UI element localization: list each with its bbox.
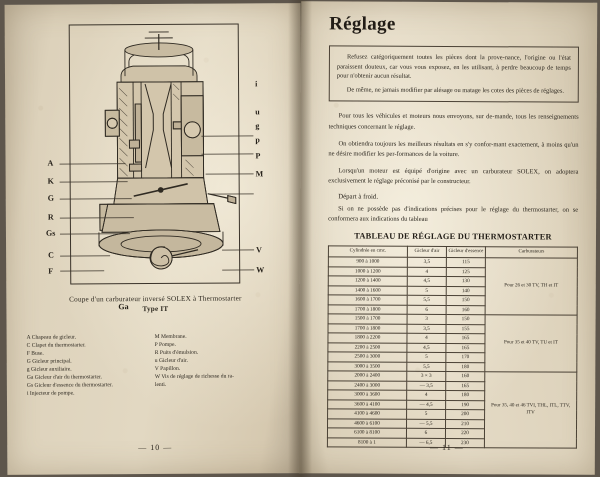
cell-fuel-jet: 115 bbox=[446, 258, 485, 268]
cell-air-jet: — 5,5 bbox=[407, 419, 446, 429]
legend-item: lenti. bbox=[154, 381, 167, 388]
legend-column-left bbox=[27, 334, 155, 398]
cell-displacement: 1000 à 1200 bbox=[328, 267, 407, 277]
legend-item: i Injecteur de pompe. bbox=[26, 390, 75, 397]
folio-right: — 11 — bbox=[430, 442, 464, 453]
body-paragraph: On obtiendra toujours les meilleurs résultats en s'y confor-mant exactement, à moins qu'un ne désire modifier les per-formances de la voiture. bbox=[328, 139, 579, 158]
cell-air-jet: 5,5 bbox=[407, 295, 446, 305]
cell-air-jet: 6 bbox=[407, 305, 446, 315]
th-air-jet: Gicleur d'air bbox=[407, 246, 446, 257]
cell-displacement: 1500 à 1700 bbox=[328, 314, 407, 324]
callout-V: V bbox=[256, 245, 262, 255]
callout-p: p bbox=[255, 135, 260, 145]
callout-Ga: Ga bbox=[118, 302, 129, 312]
callout-Gs: Gs bbox=[45, 228, 56, 238]
cell-displacement: 1700 à 1800 bbox=[328, 305, 407, 315]
cell-air-jet: 5 bbox=[407, 409, 446, 419]
legend-item: G Gicleur principal. bbox=[26, 358, 72, 365]
cell-fuel-jet: 210 bbox=[446, 419, 485, 429]
callout-g: g bbox=[255, 121, 260, 131]
callout-u: u bbox=[255, 107, 260, 117]
cell-air-jet: 3,5 bbox=[407, 257, 446, 267]
cell-fuel-jet: 170 bbox=[446, 353, 485, 363]
cell-displacement: 1200 à 1400 bbox=[328, 276, 407, 286]
cell-displacement: 3000 à 3600 bbox=[328, 390, 407, 400]
cell-fuel-jet: 125 bbox=[446, 267, 485, 277]
th-carburetors: Carburateurs bbox=[485, 247, 577, 259]
cell-air-jet: — 3,5 bbox=[407, 381, 446, 391]
cell-displacement: 1400 à 1600 bbox=[328, 286, 407, 296]
legend-item: Gs Gicleur d'essence du thermostarter. bbox=[26, 381, 113, 389]
sub-heading-cold-start: Départ à froid. bbox=[338, 193, 379, 201]
right-page-content bbox=[327, 13, 579, 448]
cell-displacement: 1600 à 1700 bbox=[328, 295, 407, 305]
cell-fuel-jet: 160 bbox=[446, 372, 485, 382]
callout-M: M bbox=[255, 169, 264, 179]
cell-fuel-jet: 140 bbox=[446, 286, 485, 296]
thermostarter-settings-table bbox=[327, 245, 578, 449]
cell-air-jet: 6 bbox=[406, 428, 445, 438]
cell-carburetors: Pour 35 et 40 TV, TU et IT bbox=[485, 315, 577, 372]
cell-air-jet: 4 bbox=[407, 390, 446, 400]
legend-item: C Clapet du thermostarter. bbox=[26, 342, 86, 349]
callout-W: W bbox=[256, 265, 265, 275]
legend-item: u Gicleur d'air. bbox=[154, 357, 188, 364]
cell-air-jet: — 6,5 bbox=[406, 438, 445, 448]
left-page bbox=[5, 3, 304, 475]
figure-caption-line2: Type IT bbox=[142, 304, 169, 314]
cell-fuel-jet: 220 bbox=[445, 429, 484, 439]
legend-column-right bbox=[155, 333, 283, 389]
callout-C: C bbox=[48, 250, 54, 260]
legend-item: Ga Gicleur d'air du thermostarter. bbox=[26, 374, 102, 381]
legend-item: V Papillon. bbox=[154, 365, 181, 372]
cell-displacement: 8100 à 1 bbox=[327, 438, 406, 448]
cell-air-jet: 4 bbox=[407, 333, 446, 343]
cell-air-jet: 5,5 bbox=[407, 362, 446, 372]
cell-fuel-jet: 150 bbox=[446, 315, 485, 325]
th-displacement: Cylindrée en cmc. bbox=[328, 246, 407, 258]
carburetor-cutaway-svg bbox=[21, 17, 289, 319]
callout-P: P bbox=[255, 151, 261, 161]
cell-displacement: 900 à 1000 bbox=[328, 257, 407, 267]
callout-A: A bbox=[47, 158, 54, 168]
cell-air-jet: 5 bbox=[407, 352, 446, 362]
legend-item: g Gicleur auxiliaire. bbox=[26, 366, 72, 373]
legend-item: P Pompe. bbox=[154, 341, 176, 348]
cell-carburetors: Pour 26 et 30 TV, TH et IT bbox=[485, 258, 577, 315]
legend-item: R Puits d'émulsion. bbox=[154, 349, 199, 356]
callout-F: F bbox=[48, 266, 54, 276]
cell-displacement: 4100 à 4600 bbox=[328, 409, 407, 419]
body-paragraph: Lorsqu'un moteur est équipé d'origine avec un carburateur SOLEX, on adoptera exclusivement le réglage préconisé par le constructeur. bbox=[328, 167, 579, 185]
body-paragraph: Pour tous les véhicules et moteurs nous envoyons, sur de-mande, tous les renseignements techniques concernant le réglage. bbox=[328, 112, 579, 131]
callout-K: K bbox=[47, 176, 54, 186]
cell-air-jet: 4,5 bbox=[407, 276, 446, 286]
warning-notice bbox=[329, 45, 579, 103]
notice-paragraph: Refusez catégoriquement toutes les pièces dont la prove-nance, l'origine ou l'état paraissent douteux, car vous vous exposez, en les utilisant, à perdre beaucoup de temps pour n'obtenir aucun résultat. bbox=[336, 53, 571, 81]
right-page bbox=[299, 1, 597, 475]
cell-fuel-jet: 230 bbox=[445, 438, 484, 448]
cell-fuel-jet: 180 bbox=[446, 362, 485, 372]
cell-displacement: 3600 à 4100 bbox=[328, 400, 407, 410]
legend-item: M Membrane. bbox=[154, 333, 187, 340]
table-title: TABLEAU DE RÉGLAGE DU THERMOSTARTER bbox=[354, 231, 552, 242]
cell-fuel-jet: 165 bbox=[446, 343, 485, 353]
cell-displacement: 2400 à 3000 bbox=[328, 381, 407, 391]
body-paragraph: Si on ne possède pas d'indications précises pour le réglage du thermostarter, on se conformera aux indications du tableau bbox=[328, 205, 579, 223]
callout-G: G bbox=[47, 193, 55, 203]
cell-displacement: 3000 à 3500 bbox=[328, 362, 407, 372]
cell-displacement: 2200 à 2500 bbox=[328, 343, 407, 353]
cell-fuel-jet: 165 bbox=[446, 381, 485, 391]
cell-air-jet: 4,5 bbox=[407, 343, 446, 353]
leader-line bbox=[222, 269, 254, 270]
th-fuel-jet: Gicleur d'essence bbox=[446, 246, 485, 257]
leader-line bbox=[222, 249, 254, 250]
cell-fuel-jet: 155 bbox=[446, 324, 485, 334]
callout-i: i bbox=[255, 79, 258, 89]
cell-displacement: 4600 à 6100 bbox=[328, 419, 407, 429]
cell-air-jet: 3 × 3 bbox=[407, 371, 446, 381]
cell-fuel-jet: 160 bbox=[446, 305, 485, 315]
cell-air-jet: 3 bbox=[407, 314, 446, 324]
cell-fuel-jet: 200 bbox=[446, 410, 485, 420]
figure-caption-line1: Coupe d'un carburateur inversé SOLEX à Thermostarter bbox=[69, 294, 242, 304]
legend-item: F Buse. bbox=[26, 350, 44, 357]
cell-fuel-jet: 180 bbox=[446, 391, 485, 401]
cell-displacement: 1700 à 1800 bbox=[328, 324, 407, 334]
cell-air-jet: 5 bbox=[407, 286, 446, 296]
cell-displacement: 6100 à 8100 bbox=[327, 428, 406, 438]
cell-displacement: 2500 à 3000 bbox=[328, 352, 407, 362]
cell-fuel-jet: 130 bbox=[446, 277, 485, 287]
cell-displacement: 2000 à 2400 bbox=[328, 371, 407, 381]
callout-R: R bbox=[47, 212, 54, 222]
figure-legend bbox=[27, 333, 289, 398]
folio-left: — 10 — bbox=[138, 442, 173, 453]
notice-paragraph: De même, ne jamais modifier par alésage ou matage les cotes des pièces de réglages. bbox=[346, 86, 564, 95]
page-title: Réglage bbox=[329, 13, 396, 35]
cell-air-jet: 3,5 bbox=[407, 324, 446, 334]
cell-air-jet: — 4,5 bbox=[407, 400, 446, 410]
cell-fuel-jet: 190 bbox=[446, 400, 485, 410]
cell-air-jet: 4 bbox=[407, 267, 446, 277]
cell-displacement: 1800 à 2200 bbox=[328, 333, 407, 343]
legend-item: W Vis de réglage de richesse du ra- bbox=[154, 373, 234, 380]
figure-carburetor-diagram bbox=[21, 17, 289, 319]
cell-fuel-jet: 165 bbox=[446, 334, 485, 344]
cell-carburetors: Pour 35, 40 et 46 TVI, THL, ITL, TTV, ITV bbox=[484, 372, 576, 448]
legend-item: A Chapeau de gicleur. bbox=[26, 334, 77, 341]
cell-fuel-jet: 150 bbox=[446, 296, 485, 306]
